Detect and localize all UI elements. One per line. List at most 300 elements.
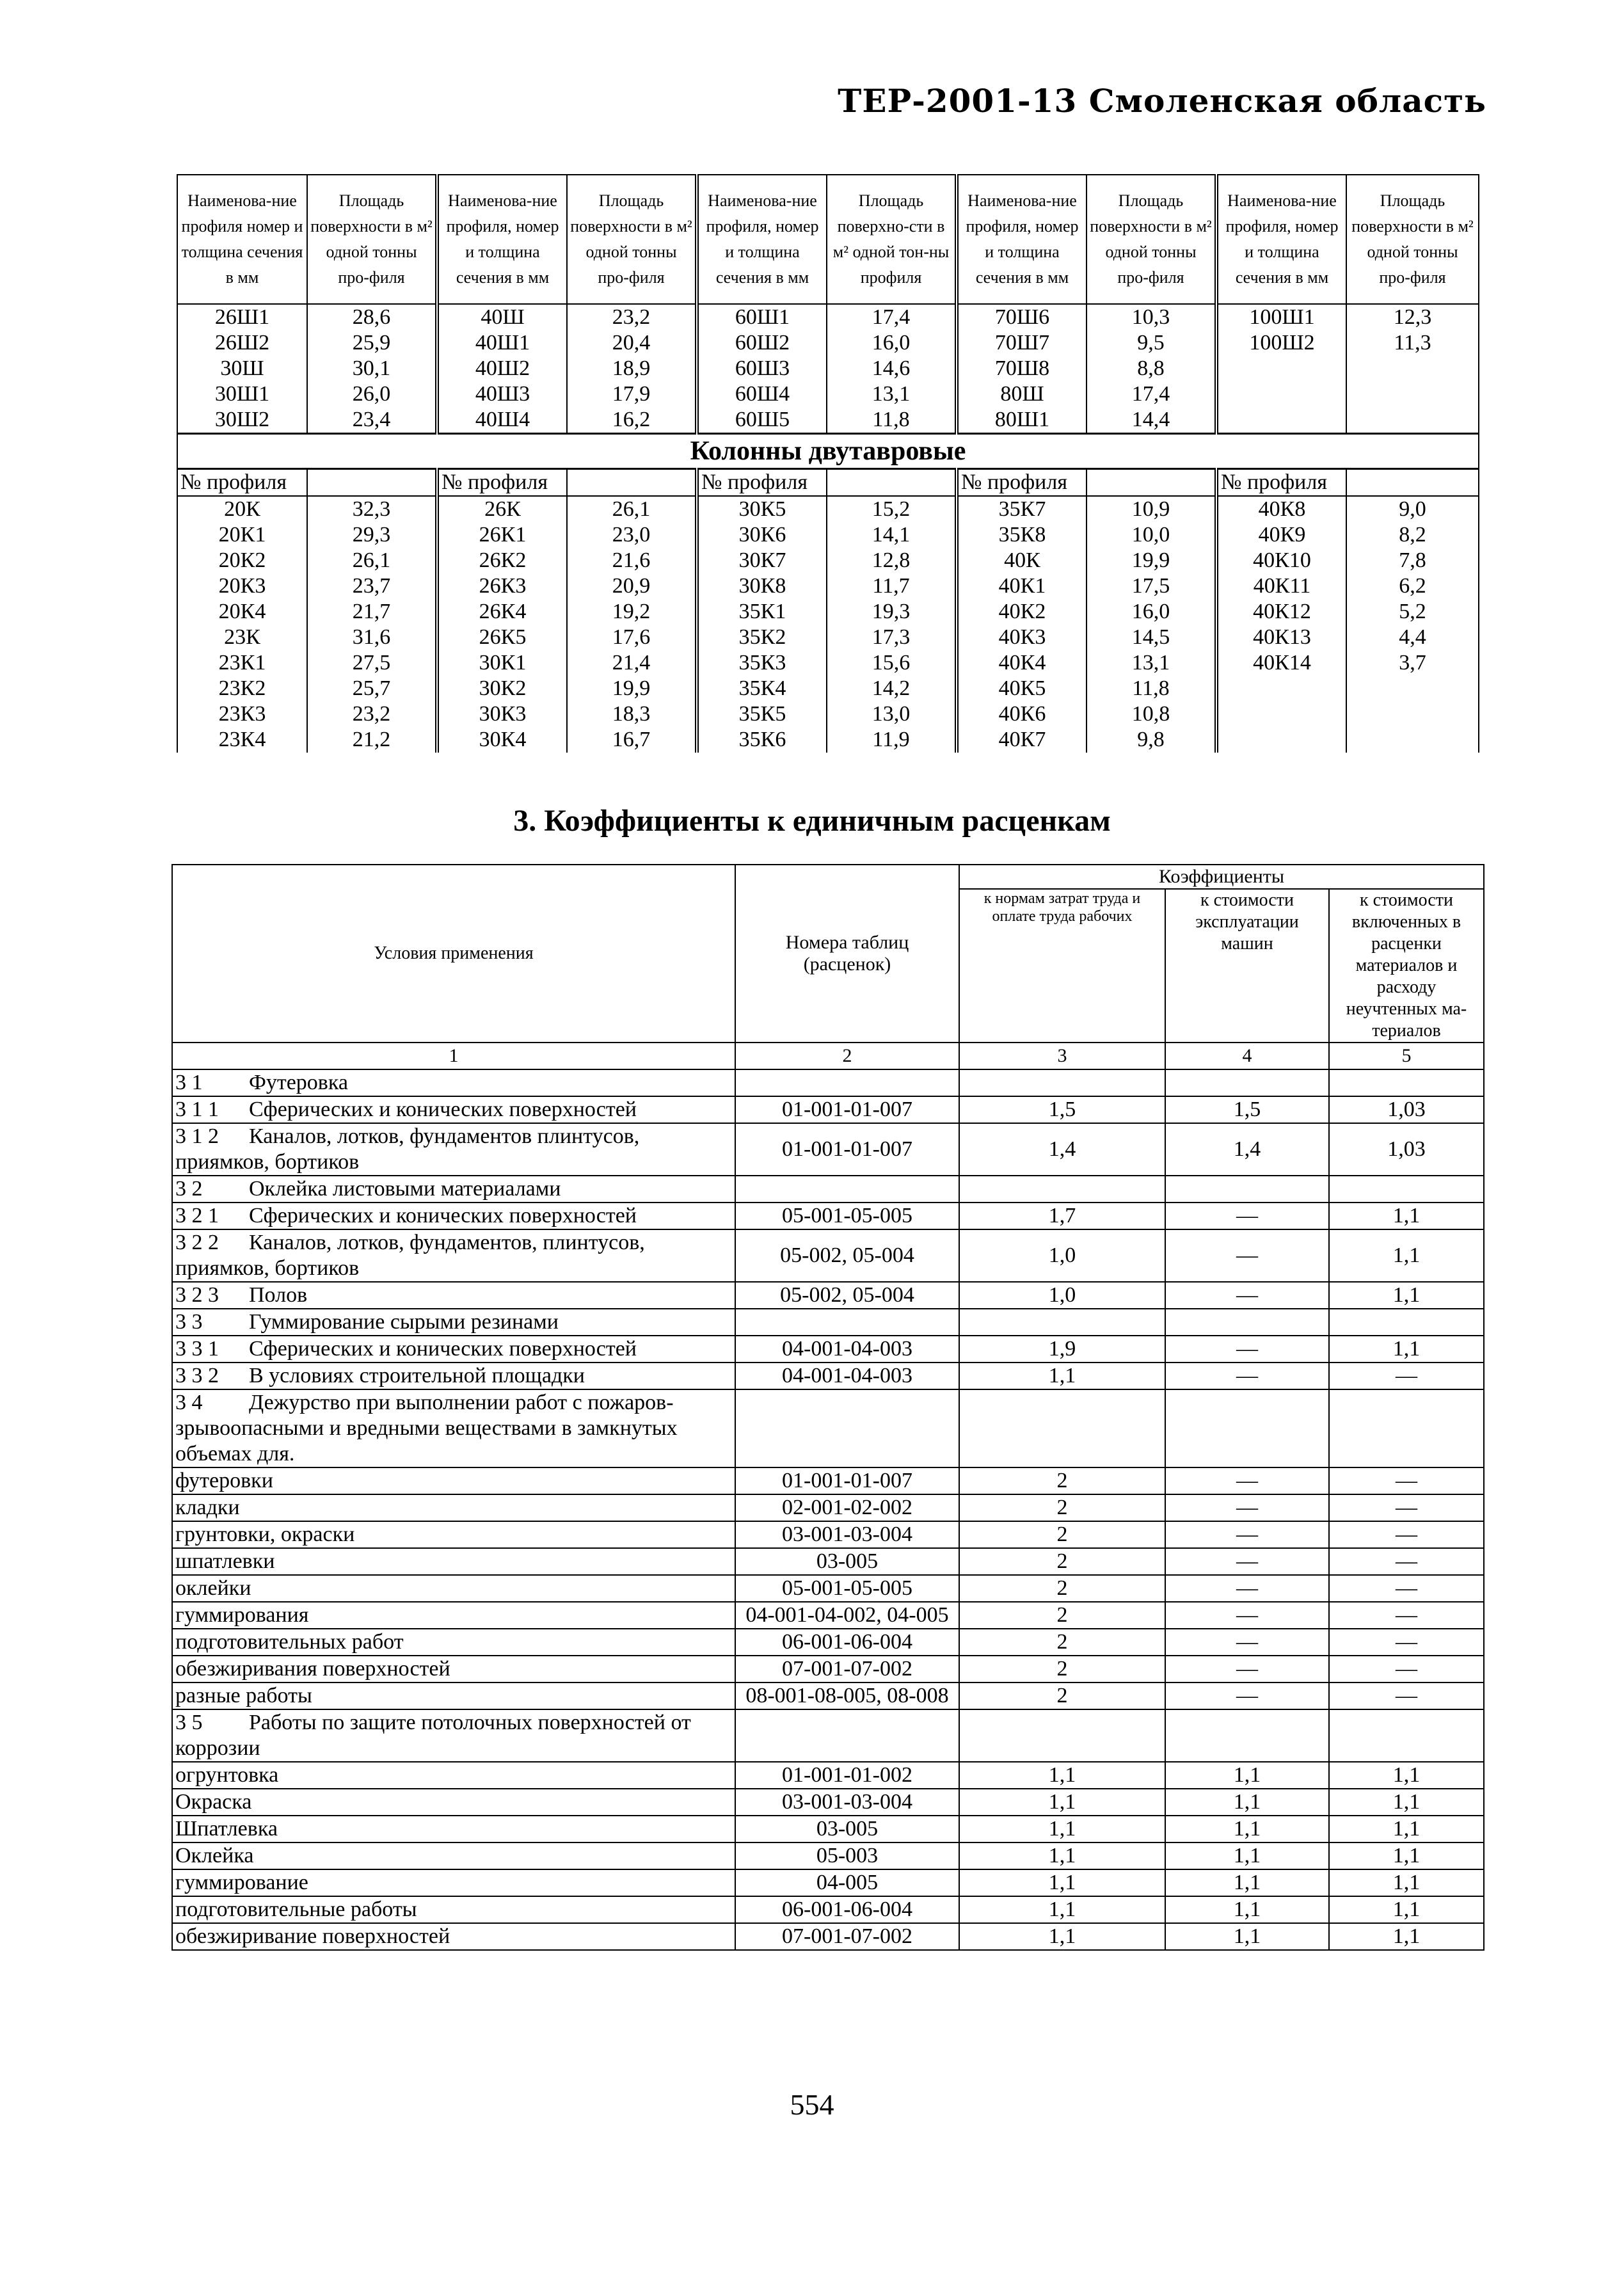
coefficient-cell xyxy=(959,1389,1165,1467)
area-cell: 16,0 xyxy=(827,330,957,356)
profile-cell: 40К8 xyxy=(1216,496,1346,522)
header-cell: Площадь поверхности в м² одной тонны про-филя xyxy=(307,175,437,304)
table-row xyxy=(172,1923,1484,1950)
column-profile-rows xyxy=(177,496,1479,753)
area-cell: 16,7 xyxy=(567,727,697,753)
area-cell: 9,8 xyxy=(1087,727,1216,753)
table-number-cell: 04-001-04-003 xyxy=(735,1336,959,1363)
condition-text: Каналов, лотков, фундаментов, плинтусов, приямков, бортиков xyxy=(175,1231,645,1280)
table-row xyxy=(172,1548,1484,1575)
profile-cell: 100Ш1 xyxy=(1216,304,1346,330)
condition-code: 3 2 2 xyxy=(175,1231,219,1254)
profile-cell xyxy=(1216,407,1346,434)
profile-cell: 23К2 xyxy=(177,676,307,701)
condition-text: грунтовки, окраски xyxy=(175,1523,355,1546)
coefficient-cell: 2 xyxy=(959,1494,1165,1521)
area-cell: 20,4 xyxy=(567,330,697,356)
condition-text: Сферических и конических поверхностей xyxy=(249,1098,637,1121)
profile-cell: 20К1 xyxy=(177,522,307,548)
condition-text: Оклейка xyxy=(175,1844,254,1867)
coefficient-cell: — xyxy=(1329,1629,1484,1656)
coefficient-cell: — xyxy=(1165,1467,1329,1494)
profile-cell: 30К3 xyxy=(437,701,567,727)
table-number-cell xyxy=(735,1389,959,1467)
coefficient-cell: 1,1 xyxy=(959,1869,1165,1896)
area-cell xyxy=(1346,727,1479,753)
coefficient-cell: 1,1 xyxy=(959,1923,1165,1950)
table-number-cell: 07-001-07-002 xyxy=(735,1656,959,1683)
conditions-header: Условия применения xyxy=(172,865,735,1043)
area-cell: 3,7 xyxy=(1346,650,1479,676)
coefficient-cell: 2 xyxy=(959,1548,1165,1575)
coefficient-cell: — xyxy=(1165,1229,1329,1282)
coefficient-cell xyxy=(959,1709,1165,1762)
coefficient-cell: — xyxy=(1329,1521,1484,1548)
profile-cell xyxy=(1216,356,1346,381)
profile-cell: 60Ш4 xyxy=(697,381,827,407)
profile-cell xyxy=(1216,676,1346,701)
coefficient-cell: — xyxy=(1165,1683,1329,1709)
table-row xyxy=(172,1575,1484,1602)
table-number-cell: 04-001-04-002, 04-005 xyxy=(735,1602,959,1629)
profile-cell xyxy=(1216,727,1346,753)
coefficient-cell: 1,0 xyxy=(959,1229,1165,1282)
profile-cell xyxy=(1216,701,1346,727)
area-cell: 26,1 xyxy=(307,548,437,573)
coefficients-header: Коэффициенты xyxy=(959,865,1484,889)
coefficient-cell: 1,1 xyxy=(959,1842,1165,1869)
profile-cell: 30К6 xyxy=(697,522,827,548)
condition-text: Футеровка xyxy=(249,1071,348,1094)
condition-cell xyxy=(172,1363,735,1389)
coefficient-cell xyxy=(1165,1176,1329,1203)
condition-cell xyxy=(172,1203,735,1229)
table-number-cell: 03-001-03-004 xyxy=(735,1521,959,1548)
area-cell: 13,0 xyxy=(827,701,957,727)
condition-cell xyxy=(172,1467,735,1494)
coefficient-cell: 1,1 xyxy=(1165,1923,1329,1950)
coefficient-cell: 1,1 xyxy=(959,1816,1165,1842)
profile-cell: 35К3 xyxy=(697,650,827,676)
header-cell: Наименова-ние профиля, номер и толщина сечения в мм xyxy=(437,175,567,304)
table-row xyxy=(177,701,1479,727)
table-row xyxy=(177,304,1479,330)
condition-code: 3 3 1 xyxy=(175,1337,219,1361)
table-row xyxy=(172,1336,1484,1363)
table-row xyxy=(172,1896,1484,1923)
profile-cell: 26Ш2 xyxy=(177,330,307,356)
area-cell xyxy=(1346,407,1479,434)
area-cell: 17,5 xyxy=(1087,573,1216,599)
condition-code: 3 1 2 xyxy=(175,1124,219,1148)
area-cell: 19,3 xyxy=(827,599,957,625)
area-cell: 11,3 xyxy=(1346,330,1479,356)
table-row xyxy=(172,1363,1484,1389)
area-cell: 23,0 xyxy=(567,522,697,548)
profile-cell: 60Ш3 xyxy=(697,356,827,381)
condition-text: оклейки xyxy=(175,1576,251,1600)
profile-cell: 30Ш xyxy=(177,356,307,381)
profile-cell: 80Ш xyxy=(957,381,1087,407)
coefficient-cell: — xyxy=(1329,1575,1484,1602)
condition-cell xyxy=(172,1869,735,1896)
profile-cell: 23К3 xyxy=(177,701,307,727)
coefficient-cell xyxy=(1329,1309,1484,1336)
profile-cell: 70Ш7 xyxy=(957,330,1087,356)
profile-cell: 26К3 xyxy=(437,573,567,599)
area-cell: 9,0 xyxy=(1346,496,1479,522)
area-cell: 17,4 xyxy=(1087,381,1216,407)
condition-cell xyxy=(172,1842,735,1869)
area-cell: 10,3 xyxy=(1087,304,1216,330)
header-cell: Наименова-ние профиля, номер и толщина сечения в мм xyxy=(697,175,827,304)
area-cell: 10,9 xyxy=(1087,496,1216,522)
coefficient-cell xyxy=(1165,1069,1329,1096)
profile-cell: 30К7 xyxy=(697,548,827,573)
profile-cell: 40К4 xyxy=(957,650,1087,676)
condition-code: 3 3 2 xyxy=(175,1364,219,1387)
coefficient-cell: — xyxy=(1165,1548,1329,1575)
condition-cell xyxy=(172,1602,735,1629)
table-row xyxy=(172,1096,1484,1123)
coefficient-cell: 1,1 xyxy=(1165,1762,1329,1789)
coefficient-cell: 1,1 xyxy=(1329,1896,1484,1923)
coefficient-cell: — xyxy=(1165,1203,1329,1229)
table-number-cell: 08-001-08-005, 08-008 xyxy=(735,1683,959,1709)
condition-cell xyxy=(172,1521,735,1548)
condition-text: огрунтовка xyxy=(175,1763,279,1787)
profile-cell: 40К14 xyxy=(1216,650,1346,676)
condition-text: Сферических и конических поверхностей xyxy=(249,1337,637,1361)
condition-cell xyxy=(172,1923,735,1950)
header-cell: Площадь поверхности в м² одной тонны про-филя xyxy=(1346,175,1479,304)
profile-cell: 40К5 xyxy=(957,676,1087,701)
table-number-cell: 05-002, 05-004 xyxy=(735,1229,959,1282)
area-cell: 8,2 xyxy=(1346,522,1479,548)
area-cell: 17,3 xyxy=(827,625,957,650)
table-row xyxy=(172,1709,1484,1762)
coefficient-cell: 2 xyxy=(959,1656,1165,1683)
coefficient-cell: 1,1 xyxy=(1329,1923,1484,1950)
coefficient-cell: 1,1 xyxy=(1329,1789,1484,1816)
profile-cell: 80Ш1 xyxy=(957,407,1087,434)
coefficient-cell: — xyxy=(1165,1363,1329,1389)
coefficient-cell: 1,1 xyxy=(1329,1336,1484,1363)
table-number-cell xyxy=(735,1176,959,1203)
coefficient-cell: 1,1 xyxy=(959,1363,1165,1389)
labor-header: к нормам затрат труда и оплате труда рабочих xyxy=(959,889,1165,1043)
machines-header: к стоимости эксплуатации машин xyxy=(1165,889,1329,1043)
table-number-cell xyxy=(735,1309,959,1336)
coefficient-cell xyxy=(1165,1389,1329,1467)
area-cell: 11,9 xyxy=(827,727,957,753)
profile-cell: 40Ш3 xyxy=(437,381,567,407)
area-cell: 26,1 xyxy=(567,496,697,522)
table-number-cell: 01-001-01-007 xyxy=(735,1123,959,1176)
area-cell: 20,9 xyxy=(567,573,697,599)
profile-cell: 35К1 xyxy=(697,599,827,625)
coefficients-rows xyxy=(172,1069,1484,1950)
condition-code: 3 1 xyxy=(175,1071,203,1094)
coefficient-cell: 2 xyxy=(959,1521,1165,1548)
area-cell: 23,2 xyxy=(567,304,697,330)
coefficient-cell xyxy=(959,1309,1165,1336)
profile-cell: 30К5 xyxy=(697,496,827,522)
table-number-cell: 06-001-06-004 xyxy=(735,1629,959,1656)
coefficient-cell: 1,1 xyxy=(959,1789,1165,1816)
col-number: 1 xyxy=(172,1043,735,1069)
area-cell: 9,5 xyxy=(1087,330,1216,356)
coefficient-cell: 1,4 xyxy=(1165,1123,1329,1176)
coefficient-cell xyxy=(1165,1709,1329,1762)
profile-cell: 35К2 xyxy=(697,625,827,650)
table-row xyxy=(172,1683,1484,1709)
header-cell: Площадь поверхности в м² одной тонны про-филя xyxy=(567,175,697,304)
table-row xyxy=(172,1282,1484,1309)
materials-header: к стоимости включенных в расценки материалов и расходу неучтенных ма-териалов xyxy=(1329,889,1484,1043)
profile-cell: 40К10 xyxy=(1216,548,1346,573)
coefficient-cell: 1,1 xyxy=(1329,1762,1484,1789)
coefficient-cell: 1,5 xyxy=(959,1096,1165,1123)
condition-text: Оклейка листовыми материалами xyxy=(249,1177,561,1201)
profile-cell: 40Ш4 xyxy=(437,407,567,434)
table-number-cell: 03-005 xyxy=(735,1816,959,1842)
profile-cell: 40К12 xyxy=(1216,599,1346,625)
table-number-cell: 01-001-01-007 xyxy=(735,1096,959,1123)
table-row xyxy=(172,1229,1484,1282)
table-number-cell: 01-001-01-002 xyxy=(735,1762,959,1789)
condition-code: 3 4 xyxy=(175,1391,203,1414)
area-cell: 31,6 xyxy=(307,625,437,650)
columns-subtitle: Колонны двутавровые xyxy=(177,434,1479,469)
header-cell: Наименова-ние профиля номер и толщина сечения в мм xyxy=(177,175,307,304)
area-cell: 18,3 xyxy=(567,701,697,727)
condition-cell xyxy=(172,1229,735,1282)
col-number: 3 xyxy=(959,1043,1165,1069)
profile-cell: 20К2 xyxy=(177,548,307,573)
condition-cell xyxy=(172,1789,735,1816)
coefficient-cell: — xyxy=(1165,1575,1329,1602)
coefficient-cell xyxy=(1165,1309,1329,1336)
area-cell: 23,7 xyxy=(307,573,437,599)
area-cell: 23,2 xyxy=(307,701,437,727)
area-cell: 21,7 xyxy=(307,599,437,625)
table-row xyxy=(172,1842,1484,1869)
table-row xyxy=(172,1494,1484,1521)
profile-cell: 20К xyxy=(177,496,307,522)
profile-cell: 30Ш1 xyxy=(177,381,307,407)
wide-flange-rows xyxy=(177,304,1479,434)
profile-cell: 70Ш6 xyxy=(957,304,1087,330)
page-number: 554 xyxy=(790,2088,834,2121)
area-cell: 10,0 xyxy=(1087,522,1216,548)
condition-text: Окраска xyxy=(175,1790,252,1814)
profile-cell: 23К1 xyxy=(177,650,307,676)
area-cell: 11,8 xyxy=(1087,676,1216,701)
profile-cell: 40Ш xyxy=(437,304,567,330)
coefficient-cell: — xyxy=(1329,1467,1484,1494)
coefficient-cell: 1,5 xyxy=(1165,1096,1329,1123)
condition-cell xyxy=(172,1896,735,1923)
area-cell: 30,1 xyxy=(307,356,437,381)
table-row xyxy=(177,330,1479,356)
coefficient-cell: 1,1 xyxy=(1165,1842,1329,1869)
coefficient-cell: — xyxy=(1165,1494,1329,1521)
profile-cell: 26К4 xyxy=(437,599,567,625)
table-number-cell: 05-002, 05-004 xyxy=(735,1282,959,1309)
area-cell: 14,6 xyxy=(827,356,957,381)
condition-cell xyxy=(172,1683,735,1709)
profile-cell: 40К1 xyxy=(957,573,1087,599)
area-cell: 25,9 xyxy=(307,330,437,356)
condition-code: 3 3 xyxy=(175,1310,203,1334)
profile-cell: 30К4 xyxy=(437,727,567,753)
profile-cell: 30К1 xyxy=(437,650,567,676)
condition-cell xyxy=(172,1656,735,1683)
profile-cell: 70Ш8 xyxy=(957,356,1087,381)
area-cell: 17,6 xyxy=(567,625,697,650)
coefficient-cell: — xyxy=(1165,1282,1329,1309)
coefficient-cell: 1,1 xyxy=(959,1896,1165,1923)
coefficient-cell: — xyxy=(1165,1602,1329,1629)
profile-cell: 40Ш2 xyxy=(437,356,567,381)
coefficient-cell: 1,03 xyxy=(1329,1123,1484,1176)
coefficient-cell: — xyxy=(1329,1494,1484,1521)
profile-cell: 23К xyxy=(177,625,307,650)
page-header: ТЕР-2001-13 Смоленская область xyxy=(838,82,1486,120)
condition-text: Сферических и конических поверхностей xyxy=(249,1204,637,1227)
condition-code: 3 2 3 xyxy=(175,1283,219,1307)
area-cell: 10,8 xyxy=(1087,701,1216,727)
profile-cell: 26К xyxy=(437,496,567,522)
area-cell: 16,0 xyxy=(1087,599,1216,625)
table-row xyxy=(172,1467,1484,1494)
area-cell: 19,9 xyxy=(567,676,697,701)
coefficient-cell: 2 xyxy=(959,1602,1165,1629)
coefficient-cell xyxy=(959,1069,1165,1096)
table-row xyxy=(172,1309,1484,1336)
coefficient-cell: 1,1 xyxy=(1329,1869,1484,1896)
area-cell: 7,8 xyxy=(1346,548,1479,573)
table-row xyxy=(172,1176,1484,1203)
coefficient-cell: — xyxy=(1329,1683,1484,1709)
coefficient-cell: 1,1 xyxy=(1165,1816,1329,1842)
profile-cell: 26К1 xyxy=(437,522,567,548)
area-cell: 14,4 xyxy=(1087,407,1216,434)
table-number-cell: 03-001-03-004 xyxy=(735,1789,959,1816)
profile-label: № профиля xyxy=(1216,469,1346,497)
profile-label: № профиля xyxy=(957,469,1087,497)
profile-cell: 40К13 xyxy=(1216,625,1346,650)
table-row xyxy=(172,1123,1484,1176)
area-cell: 14,5 xyxy=(1087,625,1216,650)
area-cell: 26,0 xyxy=(307,381,437,407)
condition-cell xyxy=(172,1309,735,1336)
profile-cell: 40К9 xyxy=(1216,522,1346,548)
coefficients-table xyxy=(171,864,1485,1951)
coefficient-cell: — xyxy=(1165,1656,1329,1683)
table-number-cell: 07-001-07-002 xyxy=(735,1923,959,1950)
condition-cell xyxy=(172,1336,735,1363)
profile-cell: 60Ш1 xyxy=(697,304,827,330)
profile-label: № профиля xyxy=(437,469,567,497)
table-row xyxy=(172,1869,1484,1896)
table-row xyxy=(172,1789,1484,1816)
table-number-cell xyxy=(735,1709,959,1762)
profile-cell: 20К3 xyxy=(177,573,307,599)
condition-text: Работы по защите потолочных поверхностей от коррозии xyxy=(175,1711,691,1760)
profile-cell: 30Ш2 xyxy=(177,407,307,434)
table-row xyxy=(177,356,1479,381)
profile-cell: 40К11 xyxy=(1216,573,1346,599)
profiles-table xyxy=(177,174,1479,753)
coefficient-cell: 2 xyxy=(959,1683,1165,1709)
condition-text: Гуммирование сырыми резинами xyxy=(249,1310,559,1334)
profiles-header-row xyxy=(177,175,1479,304)
profile-cell: 35К4 xyxy=(697,676,827,701)
area-cell xyxy=(1346,676,1479,701)
area-cell: 19,9 xyxy=(1087,548,1216,573)
table-row xyxy=(172,1203,1484,1229)
profile-cell: 26К2 xyxy=(437,548,567,573)
coefficient-cell xyxy=(1329,1176,1484,1203)
table-row xyxy=(172,1762,1484,1789)
area-cell: 11,8 xyxy=(827,407,957,434)
header-cell: Наименова-ние профиля, номер и толщина сечения в мм xyxy=(957,175,1087,304)
profile-cell: 100Ш2 xyxy=(1216,330,1346,356)
table-row xyxy=(177,727,1479,753)
area-cell: 21,6 xyxy=(567,548,697,573)
condition-text: подготовительных работ xyxy=(175,1630,404,1654)
area-cell: 11,7 xyxy=(827,573,957,599)
profile-cell: 20К4 xyxy=(177,599,307,625)
condition-text: футеровки xyxy=(175,1469,273,1492)
condition-text: В условиях строительной площадки xyxy=(249,1364,585,1387)
table-row xyxy=(172,1656,1484,1683)
profile-cell: 40К3 xyxy=(957,625,1087,650)
coefficient-cell: — xyxy=(1329,1363,1484,1389)
condition-cell xyxy=(172,1548,735,1575)
condition-text: обезжиривания поверхностей xyxy=(175,1657,450,1681)
coefficient-cell: 1,1 xyxy=(1165,1789,1329,1816)
coefficient-cell xyxy=(1329,1069,1484,1096)
profile-label: № профиля xyxy=(697,469,827,497)
table-row xyxy=(172,1389,1484,1467)
area-cell: 27,5 xyxy=(307,650,437,676)
area-cell: 21,4 xyxy=(567,650,697,676)
table-row xyxy=(177,599,1479,625)
coefficient-cell: 2 xyxy=(959,1575,1165,1602)
condition-text: Дежурство при выполнении работ с пожаров-зрывоопасными и вредными веществами в замкнутых объемах для. xyxy=(175,1391,678,1466)
condition-cell xyxy=(172,1709,735,1762)
coefficient-cell: 1,9 xyxy=(959,1336,1165,1363)
area-cell xyxy=(1346,701,1479,727)
profile-cell: 40К xyxy=(957,548,1087,573)
area-cell: 28,6 xyxy=(307,304,437,330)
coefficient-cell xyxy=(959,1176,1165,1203)
profile-cell: 26Ш1 xyxy=(177,304,307,330)
area-cell xyxy=(1346,356,1479,381)
condition-text: Полов xyxy=(249,1283,308,1307)
profile-cell: 26К5 xyxy=(437,625,567,650)
condition-text: кладки xyxy=(175,1496,240,1519)
coefficient-cell: 1,1 xyxy=(1329,1229,1484,1282)
table-row xyxy=(177,496,1479,522)
table-number-cell: 05-003 xyxy=(735,1842,959,1869)
condition-text: гуммирование xyxy=(175,1871,308,1894)
table-number-cell xyxy=(735,1069,959,1096)
area-cell: 21,2 xyxy=(307,727,437,753)
